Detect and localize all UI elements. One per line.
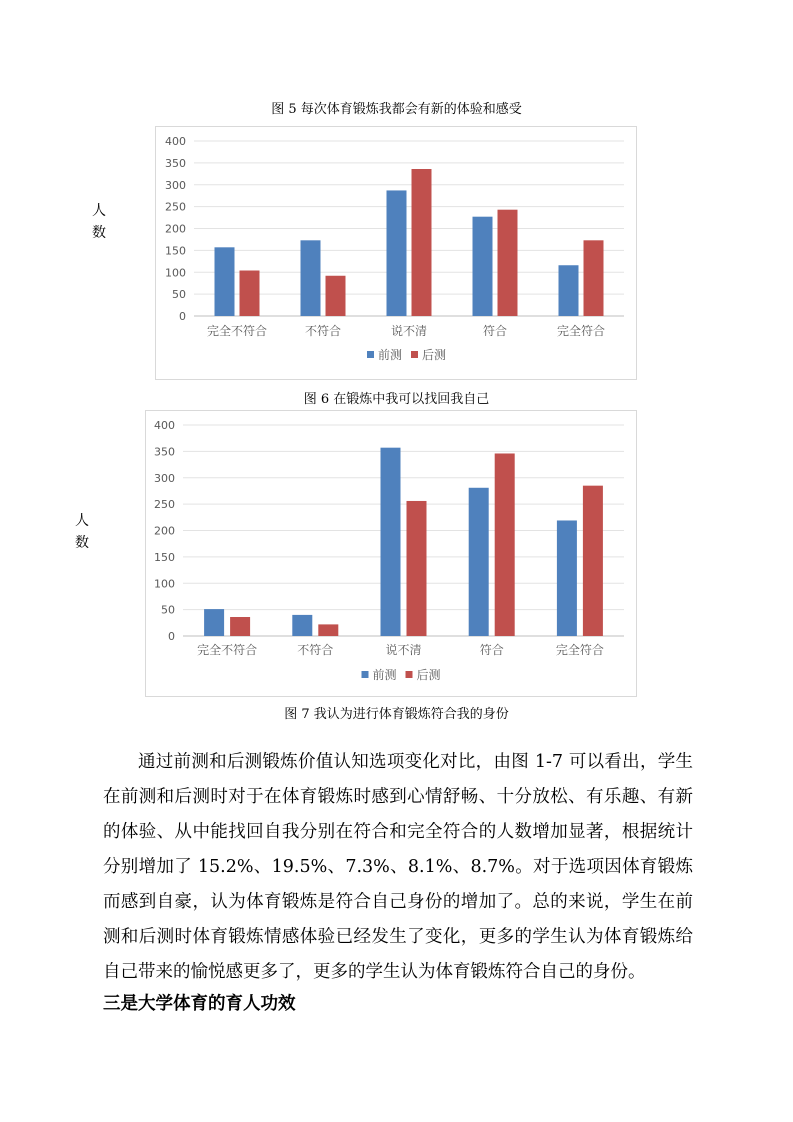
legend-swatch [367,351,374,358]
chart-2-svg [146,411,636,696]
y-axis-label-1: 人 数 [92,203,106,241]
legend-label: 后测 [416,668,441,682]
y-axis-label-2: 人 数 [75,513,89,551]
y-tick-label: 400 [154,419,175,432]
x-tick-label: 完全不符合 [206,324,268,338]
chart-1 [155,126,637,380]
x-tick-label: 说不清 [385,643,422,657]
bar-post [240,271,260,317]
x-tick-label: 符合 [482,324,508,338]
y-tick-label: 50 [161,603,175,617]
legend-swatch [406,671,413,678]
legend-swatch [411,351,418,358]
y-tick-label: 100 [154,577,175,591]
figure-7-caption: 图 7 我认为进行体育锻炼符合我的身份 [284,707,509,722]
y-tick-label: 300 [165,178,186,192]
y-tick-label: 250 [165,200,186,214]
x-tick-label: 不符合 [304,324,342,338]
bar-post [584,240,604,316]
chart-2 [145,410,637,697]
x-tick-label: 不符合 [297,643,334,657]
bar-pre [301,240,321,316]
x-tick-label: 完全符合 [555,643,604,657]
bar-pre [473,217,493,316]
chart-1-svg [156,127,636,379]
bar-pre [387,190,407,316]
bar-pre [469,488,489,636]
x-tick-label: 完全符合 [556,324,606,338]
figure-6-caption: 图 6 在锻炼中我可以找回我自己 [303,392,490,407]
bar-post [318,624,338,636]
y-tick-label: 50 [172,288,186,302]
y-tick-label: 350 [165,156,186,170]
y-tick-label: 300 [154,471,175,485]
figure-5-caption: 图 5 每次体育锻炼我都会有新的体验和感受 [271,102,522,117]
y-tick-label: 100 [165,266,186,280]
y-tick-label: 0 [179,310,186,323]
legend-swatch [362,671,369,678]
bar-pre [381,448,401,636]
y-tick-label: 250 [154,498,175,512]
y-tick-label: 400 [165,135,186,148]
y-tick-label: 150 [154,550,175,564]
x-tick-label: 符合 [479,643,504,657]
bar-post [583,486,603,636]
y-tick-label: 350 [154,445,175,459]
bar-post [412,169,432,316]
legend-label: 前测 [378,348,403,362]
section-heading: 三是大学体育的育人功效 [103,994,296,1014]
legend-label: 后测 [422,348,447,362]
y-tick-label: 0 [168,630,175,643]
body-paragraph: 通过前测和后测锻炼价值认知选项变化对比，由图 1-7 可以看出，学生在前测和后测时对于在体育锻炼时感到心情舒畅、十分放松、有乐趣、有新的体验、从中能找回自我分别在符合和完全符合的人数增加显著，根据统计分别增加了 15.2%、19.5%、7.3%、8.1%、8.7%。对于选项因体育锻炼而感到自豪，认为体育锻炼是符合自己身份的增加了。总的来说，学生在前测和后测时体育锻炼情感体验已经发生了变化，更多的学生认为体育锻炼给自己带来的愉悦感更多了，更多的学生认为体育锻炼符合自己的身份。 [103,752,693,982]
bar-pre [557,520,577,636]
bar-post [498,210,518,316]
bar-post [495,453,515,636]
bar-post [326,276,346,316]
bar-pre [559,265,579,316]
bar-pre [204,609,224,636]
y-tick-label: 200 [165,222,186,236]
y-tick-label: 200 [154,524,175,538]
bar-post [407,501,427,636]
legend-label: 前测 [372,668,397,682]
bar-post [230,617,250,636]
x-tick-label: 完全不符合 [197,643,258,657]
x-tick-label: 说不清 [390,324,428,338]
bar-pre [292,615,312,636]
y-tick-label: 150 [165,244,186,258]
bar-pre [215,247,235,316]
